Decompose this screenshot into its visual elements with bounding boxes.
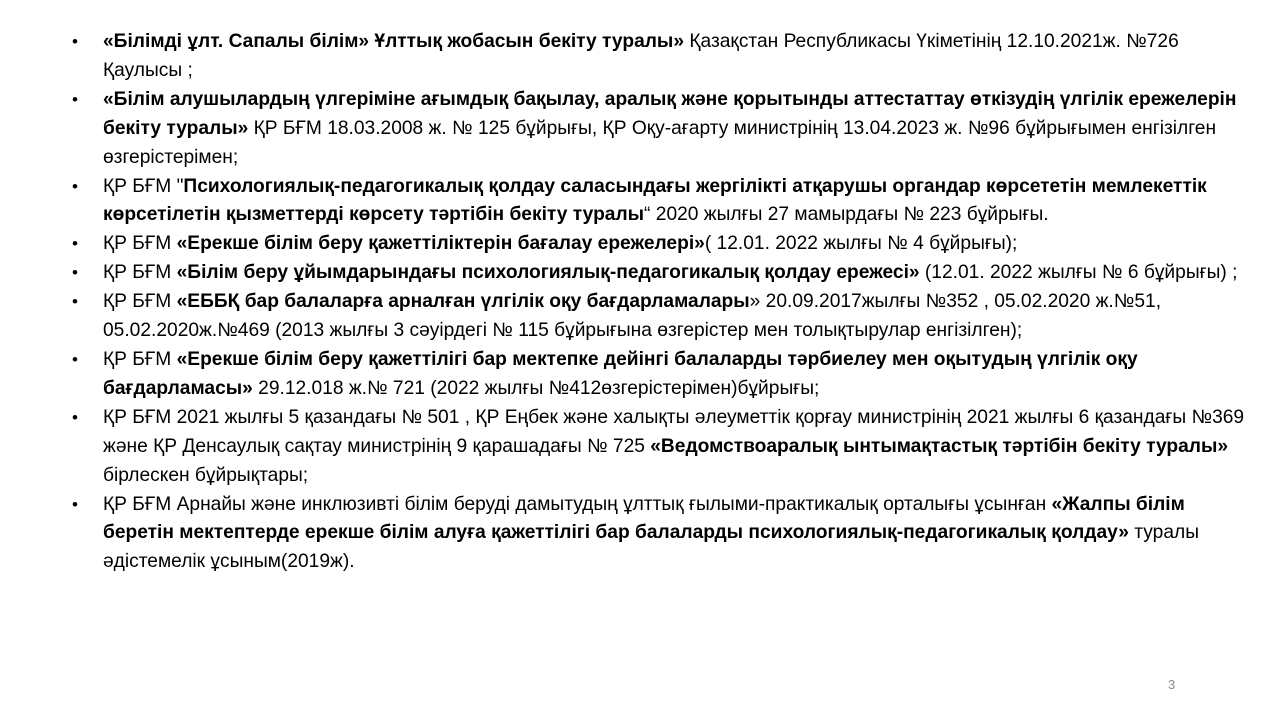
list-item [72,288,1247,346]
list-item [72,86,1247,173]
item-prefix-text: ҚР БҒМ 2021 жылғы 5 қазандағы № 501 , ҚР Еңбек және халықты әлеуметтік қорғау министрінің 2021 жылғы 6 қазандағы №369 және ҚР Денсаулық сақтау министрінің 9 қарашадағы № 725 [103,406,1245,457]
bullet-icon: • [72,176,78,196]
item-text: Қазақстан Республикасы Үкіметінің 12.10.2021ж. №726 Қаулысы ; [103,31,1179,81]
item-text: ( 12.01. 2022 жылғы № 4 бұйрығы); [704,233,1018,255]
item-text: (12.01. 2022 жылғы № 6 бұйрығы) ; [919,262,1238,284]
item-prefix-text: ҚР БҒМ [103,291,177,313]
list-item [72,491,1247,578]
bullet-icon: • [72,407,78,427]
item-prefix-text: ҚР БҒМ [103,348,177,370]
bullet-icon: • [72,263,78,283]
list-item [72,173,1247,231]
item-bold-text: «Білім беру ұйымдарындағы психологиялық-педагогикалық қолдау ережесі» [176,262,920,284]
item-text: “ 2020 жылғы 27 мамырдағы № 223 бұйрығы. [644,204,1049,226]
bullet-icon: • [72,494,78,514]
item-bold-text: «Ерекше білім беру қажеттіліктерін бағалау ережелері» [176,233,705,255]
bullet-icon: • [72,89,78,109]
item-bold-text: «Білім алушылардың үлгеріміне ағымдық бақылау, аралық және қорытынды аттестаттау өткізудің үлгілік ережелерін бекіту туралы» [103,88,1237,139]
item-bold-text: «Жалпы білім беретін мектептерде ерекше білім алуға қажеттілігі бар балаларды психологиялық-педагогикалық қолдау» [103,493,1185,544]
item-bold-text: Психологиялық-педагогикалық қолдау саласындағы жергілікті атқарушы органдар көрсететін мемлекеттік көрсетілетін қызметтерді көрсету тәртібін бекіту туралы [103,175,1207,226]
item-text: туралы әдістемелік ұсыным(2019ж). [103,522,1199,573]
bullet-list [72,28,1247,577]
item-text: 29.12.018 ж.№ 721 (2022 жылғы №412өзгерістерімен)бұйрығы; [252,377,820,399]
item-bold-text: «ЕББҚ бар балаларға арналған үлгілік оқу бағдарламалары [176,291,750,313]
item-bold-text: «Білімді ұлт. Сапалы білім» Ұлттық жобасын бекіту туралы» [103,31,684,52]
list-item [72,28,1247,86]
bullet-icon: • [72,349,78,369]
bullet-icon: • [72,292,78,312]
list-item [72,346,1247,404]
list-item [72,230,1247,259]
item-text: » 20.09.2017жылғы №352 , 05.02.2020 ж.№51, 05.02.2020ж.№469 (2013 жылғы 3 сәуірдегі № 115 бұйрығына өзгерістер мен толықтырулар енгізілген); [103,291,1162,342]
list-item [72,259,1247,288]
bullet-icon: • [72,32,78,51]
item-bold-text: «Ерекше білім беру қажеттілігі бар мектепке дейінгі балаларды тәрбиелеу мен оқытудың үлгілік оқу бағдарламасы» [103,348,1138,399]
item-bold-text: «Ведомствоаралық ынтымақтастық тәртібін бекіту туралы» [650,435,1229,457]
item-text: ҚР БҒМ 18.03.2008 ж. № 125 бұйрығы, ҚР Оқу-ағарту министрінің 13.04.2023 ж. №96 бұйрығымен енгізілген өзгерістерімен; [103,117,1217,168]
item-prefix-text: ҚР БҒМ [103,233,177,255]
item-prefix-text: ҚР БҒМ " [103,175,184,197]
item-prefix-text: ҚР БҒМ [103,262,177,284]
item-text: бірлескен бұйрықтары; [103,464,309,486]
bullet-icon: • [72,234,78,254]
page-number: 3 [1168,677,1176,692]
item-prefix-text: ҚР БҒМ Арнайы және инклюзивті білім беруді дамытудың ұлттық ғылыми-практикалық орталығы ұсынған [103,493,1052,515]
list-item [72,404,1247,491]
